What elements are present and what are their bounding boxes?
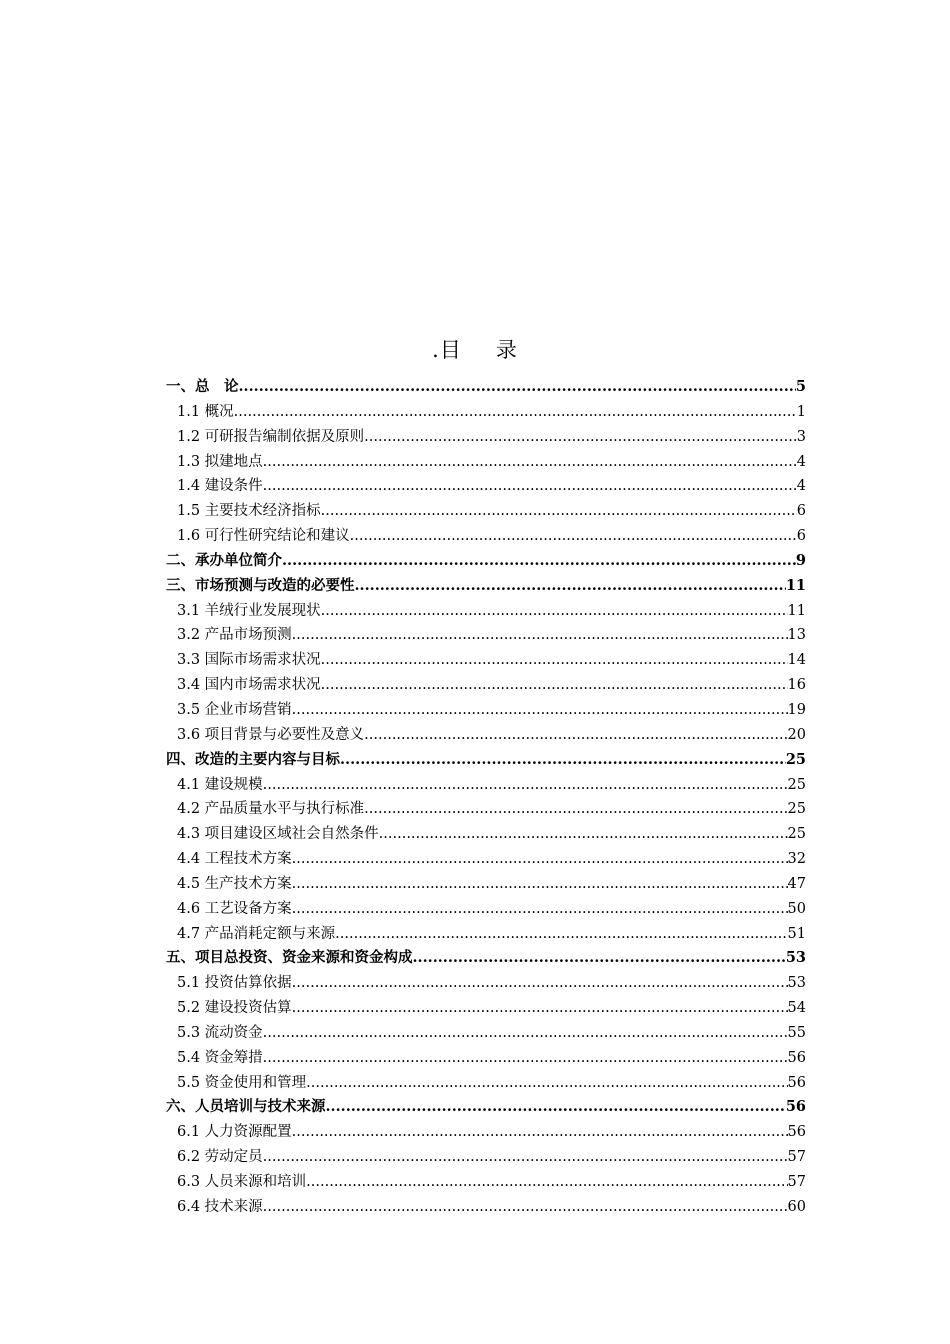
toc-section-entry[interactable] xyxy=(166,1046,806,1071)
toc-section-entry[interactable] xyxy=(166,499,806,524)
toc-dot-leader xyxy=(335,922,787,947)
toc-dot-leader xyxy=(321,673,788,698)
toc-section-entry[interactable] xyxy=(166,872,806,897)
toc-entry-page-number: 53 xyxy=(787,975,806,992)
toc-dot-leader xyxy=(364,425,797,450)
toc-entry-page-number: 4 xyxy=(796,478,806,495)
toc-section-entry[interactable] xyxy=(166,1195,806,1220)
toc-dot-leader xyxy=(292,1120,788,1145)
toc-section-entry[interactable] xyxy=(166,698,806,723)
toc-entry-page-number: 6 xyxy=(796,503,806,520)
toc-dot-leader xyxy=(321,499,797,524)
toc-entry-label: 4.3 项目建设区域社会自然条件 xyxy=(177,826,379,843)
toc-section-entry[interactable] xyxy=(166,673,806,698)
toc-entry-label: 一、总 论 xyxy=(166,378,239,395)
toc-section-entry[interactable] xyxy=(166,996,806,1021)
toc-entry-page-number: 54 xyxy=(787,1000,806,1017)
toc-section-entry[interactable] xyxy=(166,971,806,996)
toc-entry-page-number: 5 xyxy=(795,378,806,395)
toc-title-suffix: 录 xyxy=(495,338,518,362)
toc-entry-page-number: 9 xyxy=(795,551,806,569)
toc-entry-page-number: 19 xyxy=(787,701,806,718)
toc-entry-label: 4.7 产品消耗定额与来源 xyxy=(177,925,336,942)
toc-entry-page-number: 56 xyxy=(787,1124,806,1141)
toc-dot-leader xyxy=(306,1071,787,1096)
toc-dot-leader xyxy=(282,549,796,574)
toc-dot-leader xyxy=(292,971,788,996)
toc-dot-leader xyxy=(292,872,788,897)
toc-entry-page-number: 20 xyxy=(787,726,806,743)
toc-entry-label: 3.6 项目背景与必要性及意义 xyxy=(177,726,365,743)
toc-entry-page-number: 56 xyxy=(785,1098,806,1116)
toc-dot-leader xyxy=(355,574,786,599)
toc-entry-page-number: 25 xyxy=(787,826,806,843)
toc-entry-label: 4.4 工程技术方案 xyxy=(177,851,292,868)
toc-dot-leader xyxy=(263,1021,788,1046)
toc-title xyxy=(0,336,950,364)
toc-dot-leader xyxy=(292,847,788,872)
toc-chapter-entry[interactable] xyxy=(166,748,806,773)
toc-entry-page-number: 13 xyxy=(787,627,806,644)
toc-section-entry[interactable] xyxy=(166,1120,806,1145)
toc-title-prefix: .目 xyxy=(432,338,462,362)
toc-entry-label: 1.4 建设条件 xyxy=(177,478,263,495)
toc-entry-label: 5.2 建设投资估算 xyxy=(177,1000,292,1017)
toc-entry-page-number: 53 xyxy=(785,949,806,967)
toc-dot-leader xyxy=(263,1195,788,1220)
toc-dot-leader xyxy=(350,524,797,549)
toc-dot-leader xyxy=(364,797,787,822)
toc-chapter-entry[interactable] xyxy=(166,549,806,574)
toc-dot-leader xyxy=(263,474,797,499)
toc-entry-label: 1.2 可研报告编制依据及原则 xyxy=(177,428,365,445)
toc-entry-label: 三、市场预测与改造的必要性 xyxy=(166,576,355,594)
toc-section-entry[interactable] xyxy=(166,1071,806,1096)
toc-section-entry[interactable] xyxy=(166,599,806,624)
toc-entry-label: 6.2 劳动定员 xyxy=(177,1149,263,1166)
toc-entry-label: 5.4 资金筹措 xyxy=(177,1049,263,1066)
toc-entry-page-number: 1 xyxy=(796,403,806,420)
toc-section-entry[interactable] xyxy=(166,822,806,847)
toc-section-entry[interactable] xyxy=(166,797,806,822)
toc-dot-leader xyxy=(292,996,788,1021)
toc-entry-label: 4.2 产品质量水平与执行标准 xyxy=(177,801,365,818)
toc-entry-page-number: 11 xyxy=(785,576,806,594)
toc-entry-label: 1.5 主要技术经济指标 xyxy=(177,503,321,520)
toc-entry-page-number: 55 xyxy=(787,1024,806,1041)
toc-entry-label: 四、改造的主要内容与目标 xyxy=(166,750,340,768)
toc-entry-label: 六、人员培训与技术来源 xyxy=(166,1098,326,1116)
toc-entry-label: 1.3 拟建地点 xyxy=(177,453,263,470)
toc-entry-page-number: 11 xyxy=(787,602,806,619)
toc-section-entry[interactable] xyxy=(166,450,806,475)
toc-section-entry[interactable] xyxy=(166,474,806,499)
toc-dot-leader xyxy=(263,450,797,475)
toc-dot-leader xyxy=(413,946,786,971)
toc-dot-leader xyxy=(263,773,788,798)
toc-dot-leader xyxy=(239,375,796,400)
toc-dot-leader xyxy=(263,1046,788,1071)
toc-entry-label: 4.1 建设规模 xyxy=(177,776,263,793)
toc-entry-page-number: 57 xyxy=(787,1174,806,1190)
toc-entry-label: 3.3 国际市场需求状况 xyxy=(177,652,321,669)
toc-section-entry[interactable] xyxy=(166,425,806,450)
toc-entry-label: 5.5 资金使用和管理 xyxy=(177,1074,307,1091)
toc-entry-label: 5.3 流动资金 xyxy=(177,1024,263,1041)
toc-dot-leader xyxy=(321,599,788,624)
toc-section-entry[interactable] xyxy=(166,897,806,922)
toc-dot-leader xyxy=(340,748,786,773)
toc-section-entry[interactable] xyxy=(166,1021,806,1046)
toc-entry-label: 5.1 投资估算依据 xyxy=(177,975,292,992)
toc-entry-label: 6.1 人力资源配置 xyxy=(177,1124,292,1141)
toc-entry-page-number: 47 xyxy=(787,875,806,892)
toc-entry-page-number: 25 xyxy=(787,801,806,818)
toc-entry-label: 3.5 企业市场营销 xyxy=(177,701,292,718)
toc-entry-label: 3.1 羊绒行业发展现状 xyxy=(177,602,321,619)
toc-entry-label: 4.6 工艺设备方案 xyxy=(177,900,292,917)
toc-section-entry[interactable] xyxy=(166,847,806,872)
toc-entry-page-number: 3 xyxy=(796,428,806,445)
toc-chapter-entry[interactable] xyxy=(166,1095,806,1120)
toc-entry-label: 3.4 国内市场需求状况 xyxy=(177,677,321,694)
toc-entry-page-number: 25 xyxy=(787,776,806,793)
toc-dot-leader xyxy=(364,723,787,748)
toc-section-entry[interactable] xyxy=(166,1170,806,1195)
toc-entry-page-number: 32 xyxy=(787,851,806,868)
toc-dot-leader xyxy=(292,698,788,723)
toc-section-entry[interactable] xyxy=(166,648,806,673)
toc-entry-label: 五、项目总投资、资金来源和资金构成 xyxy=(166,949,413,967)
toc-section-entry[interactable] xyxy=(166,723,806,748)
toc-chapter-entry[interactable] xyxy=(166,574,806,599)
toc-entry-page-number: 60 xyxy=(787,1198,806,1215)
toc-dot-leader xyxy=(292,897,788,922)
toc-dot-leader xyxy=(292,623,788,648)
toc-entry-label: 1.6 可行性研究结论和建议 xyxy=(177,528,350,545)
table-of-contents xyxy=(166,375,806,1220)
toc-entry-page-number: 14 xyxy=(787,652,806,669)
toc-dot-leader xyxy=(263,1145,788,1170)
toc-dot-leader xyxy=(321,648,788,673)
toc-section-entry[interactable] xyxy=(166,623,806,648)
toc-entry-page-number: 4 xyxy=(796,453,806,470)
toc-section-entry[interactable] xyxy=(166,1145,806,1170)
toc-dot-leader xyxy=(379,822,788,847)
toc-section-entry[interactable] xyxy=(166,773,806,798)
toc-entry-page-number: 16 xyxy=(787,677,806,694)
toc-dot-leader xyxy=(326,1095,786,1120)
toc-dot-leader xyxy=(234,400,797,425)
toc-chapter-entry[interactable] xyxy=(166,946,806,971)
toc-entry-page-number: 56 xyxy=(787,1049,806,1066)
toc-entry-page-number: 6 xyxy=(796,528,806,545)
toc-section-entry[interactable] xyxy=(166,400,806,425)
toc-entry-label: 4.5 生产技术方案 xyxy=(177,875,292,892)
toc-entry-label: 二、承办单位简介 xyxy=(166,551,282,569)
toc-entry-label: 6.4 技术来源 xyxy=(177,1198,263,1215)
toc-entry-label: 6.3 人员来源和培训 xyxy=(177,1174,307,1190)
toc-entry-page-number: 25 xyxy=(785,750,806,768)
toc-chapter-entry[interactable] xyxy=(166,375,806,400)
toc-section-entry[interactable] xyxy=(166,922,806,947)
toc-entry-label: 3.2 产品市场预测 xyxy=(177,627,292,644)
toc-entry-page-number: 51 xyxy=(787,925,806,942)
toc-dot-leader xyxy=(306,1170,787,1195)
toc-entry-page-number: 56 xyxy=(787,1074,806,1091)
toc-section-entry[interactable] xyxy=(166,524,806,549)
toc-entry-page-number: 50 xyxy=(787,900,806,917)
toc-entry-page-number: 57 xyxy=(787,1149,806,1166)
toc-entry-label: 1.1 概况 xyxy=(177,403,234,420)
